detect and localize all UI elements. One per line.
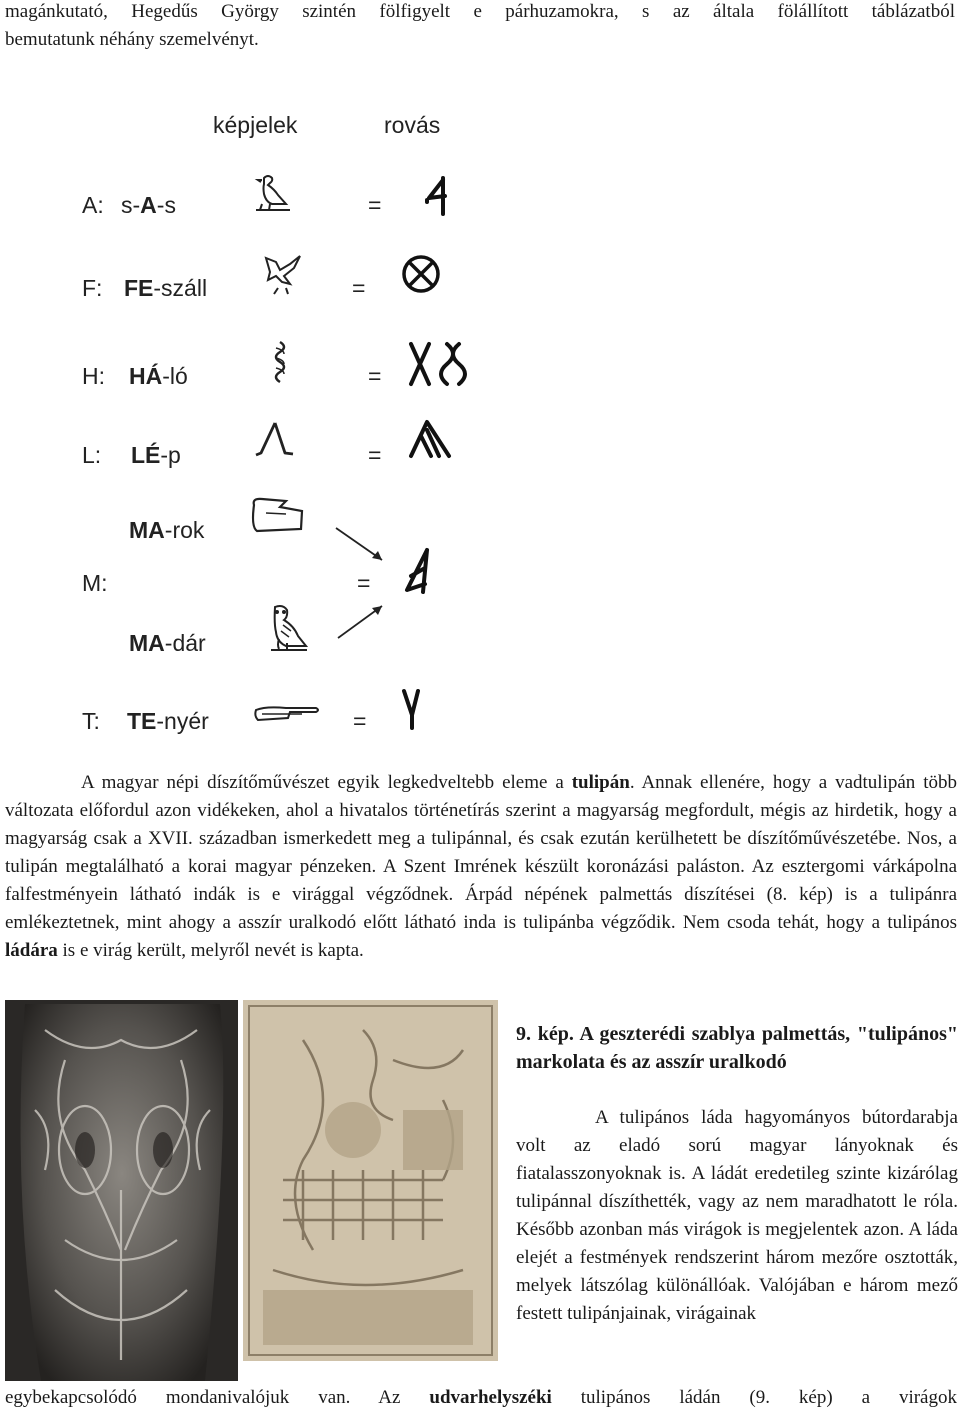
rune-h-icon [405,340,469,388]
rune-t-icon [400,688,422,730]
side-paragraph: A tulipános láda hagyományos bútordarabja volt az eladó sorú magyar lányoknak és fiatalasszonyoknak is. A ládát eredetileg szinte kizárólag tulipánnal díszíthették, vagy az nem maradhatott le róla. Később azonban más virágok is megjelentek azon. A láda elejét a festmények rendszerint három mezőre osztották, melyek látszólag különállóak. Valójában e három mező festett tulipánjainak, virágainak [516,1107,958,1324]
row-f-letter: F: [82,275,103,301]
legs-hieroglyph-icon [255,420,295,458]
rune-l-icon [407,418,455,460]
row-t-letter: T: [82,708,100,734]
sword-hilt-photo [5,1000,238,1381]
row-m-word-1: MA-rok [129,517,205,543]
row-m-word-2: MA-dár [129,630,206,656]
header-pictographs: képjelek [213,112,298,138]
row-h-letter: H: [82,363,105,389]
row-h-word: HÁ-ló [129,363,188,389]
row-l-letter: L: [82,442,102,468]
intro-line-1: magánkutató, Hegedűs György szintén fölfigyelt e párhuzamokra, s az általa fölállított táblázatból [5,1,955,22]
row-f-word: FE-száll [124,275,208,301]
row-a-equals: = [368,192,382,218]
row-a-word: s-A-s [121,192,176,218]
rune-f-icon [400,253,442,295]
vulture-hieroglyph-icon [250,172,295,212]
header-runes: rovás [384,112,441,138]
m-row-arrows-icon [330,520,400,645]
water-hieroglyph-icon [254,704,322,726]
row-f-equals: = [352,275,366,301]
row-h-equals: = [368,363,382,389]
row-l-equals: = [368,442,382,468]
rune-a-icon [421,176,451,216]
figure-caption: 9. kép. A geszterédi szablya palmettás, "tulipános" markolata és az asszír uralkodó [516,1023,958,1073]
last-line: egybekapcsolódó mondanivalójuk van. Az udvarhelyszéki tulipános ládán (9. kép) a virágok [5,1387,957,1408]
bird-flying-hieroglyph-icon [262,252,308,296]
owl-hieroglyph-icon [265,603,313,653]
row-t-word: TE-nyér [127,708,209,734]
body-paragraph: A magyar népi díszítőművészet egyik legkedveltebb eleme a tulipán. Annak ellenére, hogy a vadtulipán több változata előfordul azon vidékeken, ahol a hivatalos történetírás szerint a magyarság megfordult, mégis az hirdetik, hogy a magyarság csak a XVII. században ismerkedett meg a tulipánnal, és csak ezután kerülhetett be díszítőművészetébe. Nos, a tulipán megtalálható a korai magyar pénzeken. A Szent Imrének készült koronázási paláston. Az esztergomi várkápolna falfestményein látható indák is e virággal végződnek. Árpád népének palmettás díszítései (8. kép) is a tulipánra emlékeztetnek, mint ahogy a asszír uralkodó előtt látható inda is tulipánba végződik. Nem csoda tehát, hogy a tulipános ládára is e virág került, melyről nevét is kapta. [5,772,958,961]
row-m-equals: = [357,570,371,596]
intro-line-2: bemutatunk néhány szemelvényt. [5,29,259,50]
hand-hieroglyph-icon [248,495,306,535]
row-m-letter: M: [82,570,108,596]
twisted-rope-hieroglyph-icon [270,340,290,386]
row-l-word: LÉ-p [131,442,181,468]
assyrian-relief-photo [243,1000,498,1361]
row-a-letter: A: [82,192,104,218]
rune-m-icon [403,546,435,596]
row-t-equals: = [353,708,367,734]
